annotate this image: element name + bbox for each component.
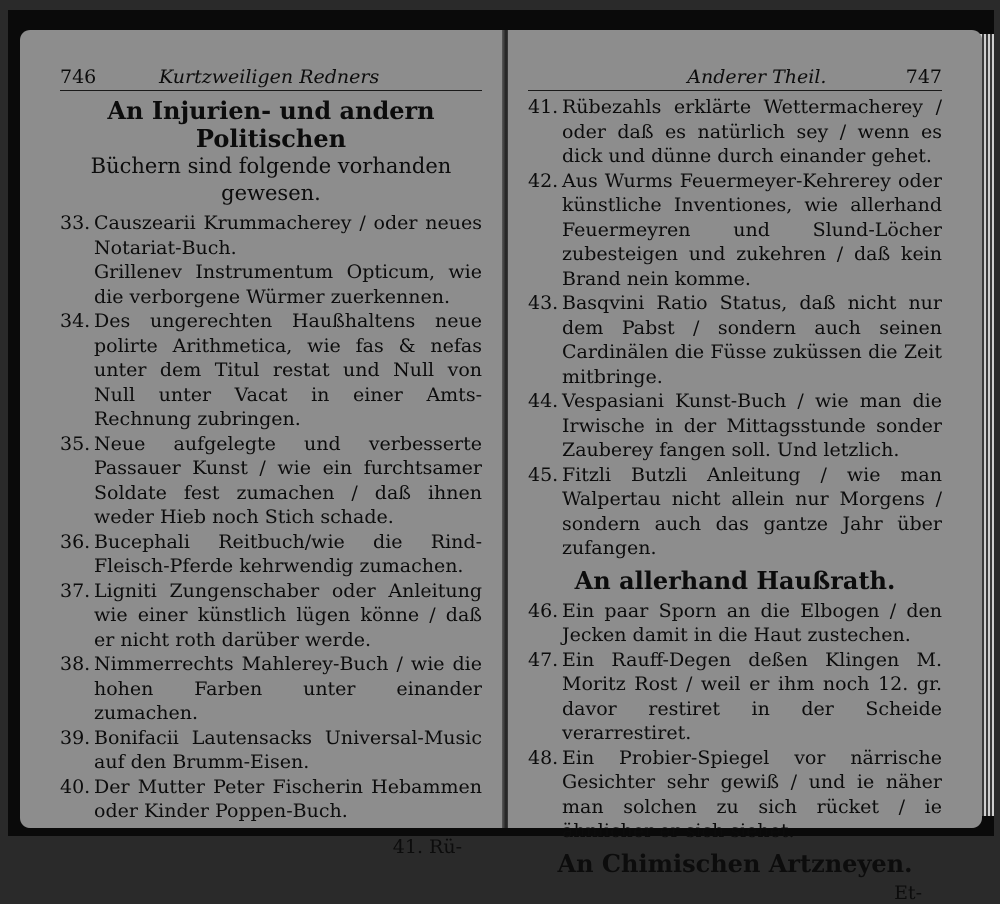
list-item — [60, 260, 482, 309]
list-item — [60, 309, 482, 432]
entry-number: 40. — [60, 775, 91, 798]
entry-text: Ligniti Zungenschaber oder Anleitung wie einer künstlich lügen könne / daß er nicht roth darüber werde. — [94, 579, 482, 651]
list-item — [60, 579, 482, 653]
list-item — [528, 169, 942, 292]
entry-text: Bucephali Reitbuch/wie die Rind-Fleisch-Pferde kehrwendig zumachen. — [94, 530, 482, 577]
entry-text: Basqvini Ratio Status, daß nicht nur dem Pabst / sondern auch seinen Cardinälen die Füsse zuküssen die Zeit mitbringe. — [562, 292, 942, 388]
entry-text: Grillenev Instrumentum Opticum, wie die verborgene Würmer zuerkennen. — [94, 261, 482, 308]
left-catchword: 41. Rü- — [392, 835, 462, 858]
entry-number: 34. — [60, 310, 91, 332]
list-item — [60, 652, 482, 726]
entry-number: 38. — [60, 653, 91, 675]
list-item — [528, 648, 942, 746]
entry-number: 33. — [60, 212, 91, 234]
entry-number: 37. — [60, 579, 91, 602]
entry-number: 44. — [528, 390, 559, 412]
list-item — [528, 599, 942, 648]
list-item — [60, 211, 482, 260]
left-section-heading — [60, 97, 482, 207]
list-item — [60, 530, 482, 579]
entry-text: Causzearii Krummacherey / oder neues Notariat-Buch. — [94, 212, 482, 259]
left-entry-list — [60, 211, 482, 824]
entry-text: Der Mutter Peter Fischerin Hebammen oder Kinder Poppen-Buch. — [94, 775, 482, 822]
entry-number: 42. — [528, 169, 559, 192]
right-catchword: Et- — [894, 881, 922, 904]
list-item — [528, 291, 942, 389]
entry-text: Ein Rauff-Degen deßen Klingen M. Moritz Rost / weil er ihm noch 12. gr. davor restiret in der Scheide verarrestiret. — [562, 648, 942, 744]
entry-text: Fitzli Butzli Anleitung / wie man Walpertau nicht allein nur Morgens / sondern auch das gantze Jahr über zufangen. — [562, 463, 942, 559]
entry-text: Ein paar Sporn an die Elbogen / den Jecken damit in die Haut zustechen. — [562, 599, 942, 646]
section-heading-chimisch: An Chimischen Artzneyen. — [557, 848, 913, 878]
list-item — [60, 775, 482, 824]
section-heading-haussrath: An allerhand Haußrath. — [574, 565, 896, 595]
entry-number: 47. — [528, 648, 559, 671]
entry-number: 45. — [528, 463, 559, 486]
left-running-head — [60, 66, 482, 91]
entry-number: 46. — [528, 599, 559, 622]
entry-number: 43. — [528, 292, 559, 314]
right-page-number: 747 — [905, 66, 942, 88]
book-spread — [8, 10, 994, 904]
entry-number: 36. — [60, 530, 91, 553]
entry-text: Rübezahls erklärte Wettermacherey / oder daß es natürlich sey / wenn es dick und dünne durch einander gehet. — [562, 96, 942, 167]
entry-text: Neue aufgelegte und verbesserte Passauer Kunst / wie ein furchtsamer Soldate fest zumachen / daß ihnen weder Hieb noch Stich schade. — [94, 432, 482, 528]
list-item — [60, 432, 482, 530]
entry-text: Bonifacii Lautensacks Universal-Music auf den Brumm-Eisen. — [94, 726, 482, 773]
entry-number: 35. — [60, 432, 91, 455]
section-heading-injurien: An Injurien- und andern Politischen — [107, 96, 435, 153]
left-page — [20, 30, 504, 858]
list-item — [528, 463, 942, 561]
left-page-number: 746 — [60, 66, 97, 88]
entry-number: 41. — [528, 96, 559, 118]
entry-text: Nimmerrechts Mahlerey-Buch / wie die hohen Farben unter einander zumachen. — [94, 653, 482, 724]
list-item — [528, 389, 942, 463]
list-item — [60, 726, 482, 775]
entry-text: Ein Probier-Spiegel vor närrische Gesichter sehr gewiß / und ie näher man solchen zu sich rücket / ie ähnlicher er sich siehet. — [562, 746, 942, 842]
list-item — [528, 95, 942, 169]
page-edges — [980, 34, 994, 816]
right-running-title: Anderer Theil. — [687, 66, 827, 88]
left-running-title: Kurtzweiligen Redners — [159, 66, 380, 88]
entry-number: 39. — [60, 726, 91, 749]
right-page — [508, 30, 982, 904]
list-item — [528, 746, 942, 844]
entry-number: 48. — [528, 746, 559, 769]
entry-text: Vespasiani Kunst-Buch / wie man die Irwische in der Mittagsstunde sonder Zauberey fangen soll. Und letzlich. — [562, 390, 942, 461]
right-entry-list-top — [528, 95, 942, 561]
right-running-head — [528, 66, 942, 91]
section-subheading: Büchern sind folgende vorhanden gewesen. — [90, 154, 452, 205]
right-entry-list-bottom — [528, 599, 942, 844]
entry-text: Des ungerechten Haußhaltens neue polirte Arithmetica, wie fas & nefas unter dem Titul restat und Null von Null unter Vacat in einer Amts-Rechnung zubringen. — [94, 310, 482, 430]
entry-text: Aus Wurms Feuermeyer-Kehrerey oder künstliche Inventiones, wie allerhand Feuermeyren und Slund-Löcher zubesteigen und zukehren / daß kein Brand nein komme. — [562, 169, 942, 290]
